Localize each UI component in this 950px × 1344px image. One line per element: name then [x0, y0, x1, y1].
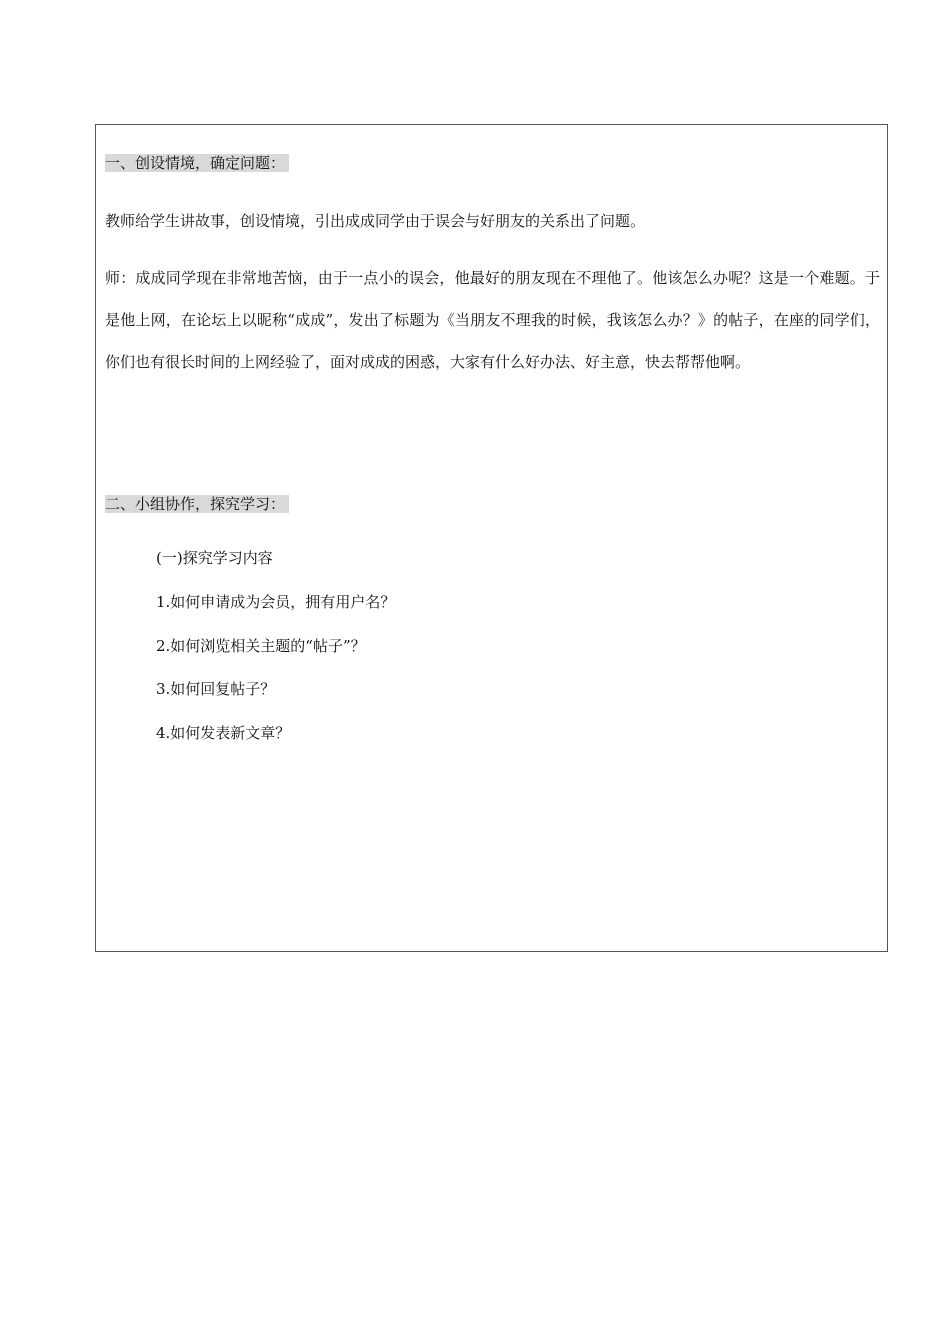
section1-paragraph-1: 教师给学生讲故事，创设情境，引出成成同学由于误会与好朋友的关系出了问题。 [105, 212, 646, 230]
section1-paragraph-2: 师：成成同学现在非常地苦恼，由于一点小的误会，他最好的朋友现在不理他了。他该怎么办呢？这是一个难题。于是他上网，在论坛上以昵称“成成”，发出了标题为《当朋友不理我的时候，我该怎么办？》的帖子，在座的同学们，你们也有很长时间的上网经验了，面对成成的困惑，大家有什么好办法、好主意，快去帮帮他啊。 [105, 269, 880, 371]
section2-heading-line [105, 494, 289, 514]
list-item: 1.如何申请成为会员，拥有用户名？ [156, 593, 396, 611]
list-item: 2.如何浏览相关主题的“帖子”？ [156, 637, 366, 655]
section2-heading: 二、小组协作，探究学习： [105, 495, 289, 513]
list-item: 3.如何回复帖子？ [156, 680, 276, 698]
content-frame [95, 124, 888, 952]
section1-heading-line [105, 153, 289, 173]
section2-subheading: (一)探究学习内容 [156, 549, 273, 567]
list-item: 4.如何发表新文章？ [156, 724, 291, 742]
section1-heading: 一、创设情境，确定问题： [105, 154, 289, 172]
